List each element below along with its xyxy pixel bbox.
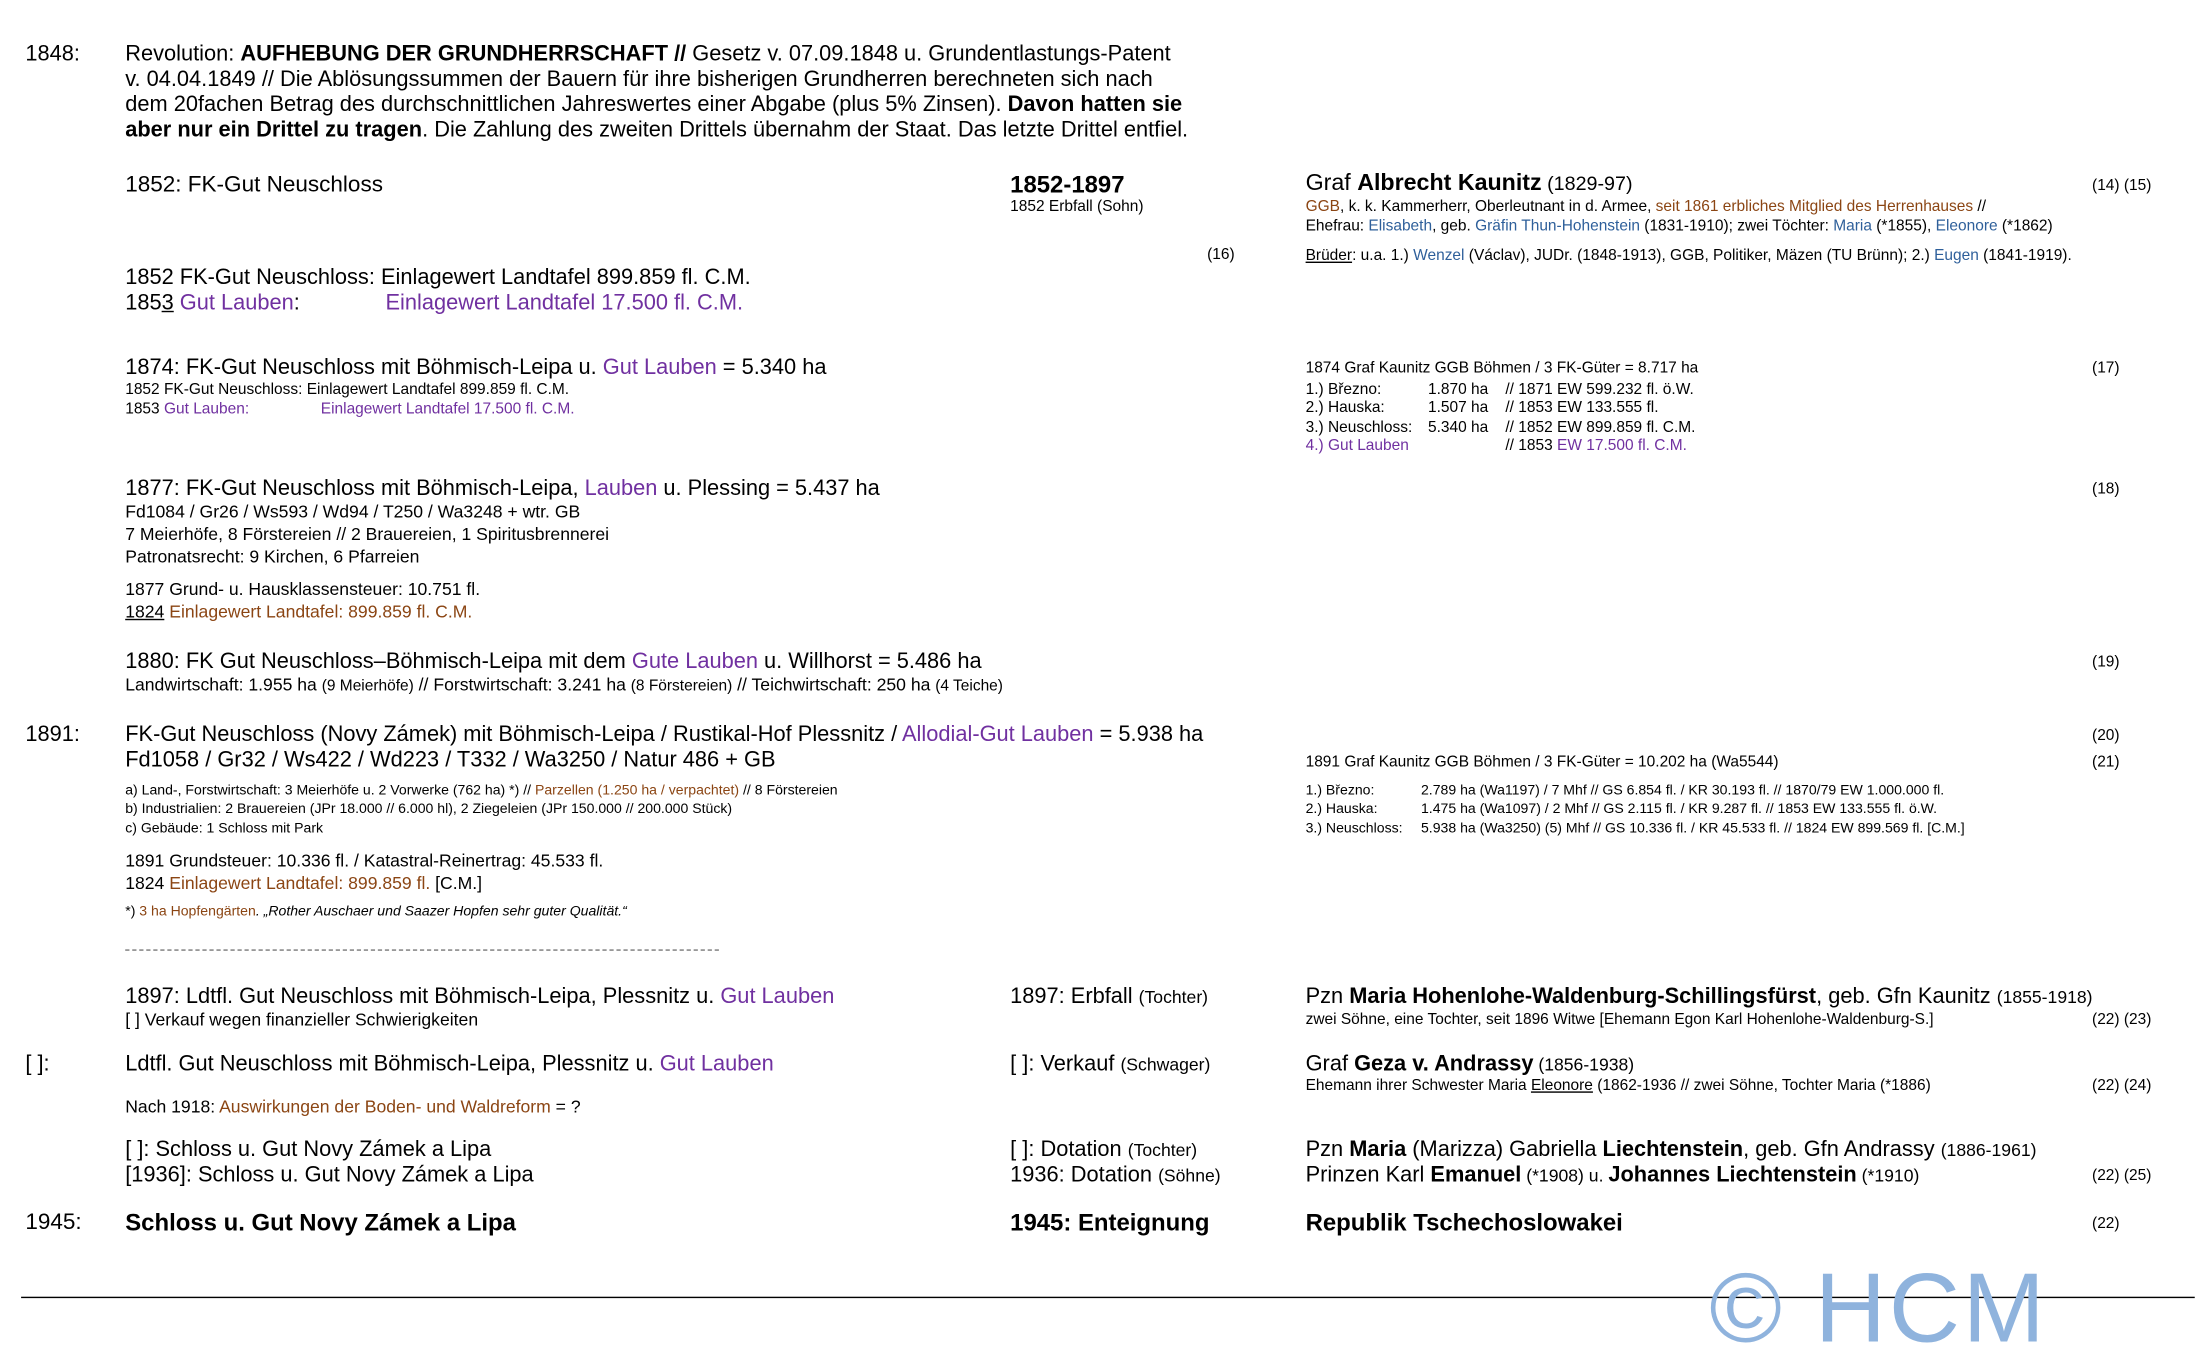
- transfer-dotation-soehne: 1936: Dotation (Söhne): [1010, 1163, 1221, 1188]
- ref-22-23: (22) (23): [2092, 1011, 2152, 1029]
- ref-22-25: (22) (25): [2092, 1167, 2152, 1185]
- year-1848: 1848:: [25, 42, 80, 67]
- kaunitz-1891-row-3-b: 5.938 ha (Wa3250) (5) Mhf // GS 10.336 fl. / KR 45.533 fl. // 1824 EW 899.569 fl. [C.M.]: [1420, 821, 1965, 837]
- estate-1891-b: b) Industrialien: 2 Brauereien (JPr 18.000 // 6.000 hl), 2 Ziegeleien (JPr 150.000 // 200.000 Stück): [125, 801, 733, 818]
- estate-1877-line-2: 7 Meierhöfe, 8 Förstereien // 2 Brauereien, 1 Spiritusbrennerei: [125, 524, 610, 545]
- kaunitz-1874-row-1-b: 1.870 ha: [1427, 381, 1489, 399]
- kaunitz-1874-row-1-a: 1.) Březno:: [1305, 381, 1382, 399]
- einlagewert-1824: 1824 Einlagewert Landtafel: 899.859 fl. [C.M.]: [125, 873, 483, 894]
- kaunitz-1891-title: 1891 Graf Kaunitz GGB Böhmen / 3 FK-Güter = 10.202 ha (Wa5544): [1305, 753, 1779, 771]
- einlagewert-1853-label: 1853 Gut Lauben:: [125, 291, 300, 316]
- estate-1897-title: 1897: Ldtfl. Gut Neuschloss mit Böhmisch-Leipa, Plessnitz u. Gut Lauben: [125, 984, 835, 1009]
- footnote-hopfen: *) 3 ha Hopfengärten. „Rother Auschaer und Saazer Hopfen sehr guter Qualität.“: [125, 904, 627, 920]
- kaunitz-1874-row-2-b: 1.507 ha: [1427, 399, 1489, 417]
- estate-1877-line-5: 1824 Einlagewert Landtafel: 899.859 fl. C.M.: [125, 601, 473, 622]
- divider-dashed: [125, 949, 719, 950]
- owner-albrecht-kaunitz: Graf Albrecht Kaunitz (1829-97): [1305, 170, 1633, 196]
- owner-republik: Republik Tschechoslowakei: [1305, 1209, 1623, 1237]
- transfer-enteignung: 1945: Enteignung: [1010, 1209, 1210, 1237]
- estate-1852-title: 1852: FK-Gut Neuschloss: [125, 172, 383, 197]
- estate-1874-title: 1874: FK-Gut Neuschloss mit Böhmisch-Leipa u. Gut Lauben = 5.340 ha: [125, 355, 827, 380]
- kaunitz-1874-row-2-a: 2.) Hauska:: [1305, 399, 1385, 417]
- owner-maria-liechtenstein: Pzn Maria (Marizza) Gabriella Liechtenstein, geb. Gfn Andrassy (1886-1961): [1305, 1137, 2037, 1162]
- kaunitz-1874-row-2-c: // 1853 EW 133.555 fl.: [1505, 399, 1659, 417]
- estate-1891-title: FK-Gut Neuschloss (Novy Zámek) mit Böhmisch-Leipa / Rustikal-Hof Plessnitz / Allodial-Gut Lauben = 5.938 ha: [125, 722, 1204, 747]
- estate-1945-title: Schloss u. Gut Novy Zámek a Lipa: [125, 1209, 516, 1237]
- transfer-dotation-tochter: [ ]: Dotation (Tochter): [1010, 1137, 1198, 1162]
- year-unknown: [ ]:: [25, 1051, 50, 1076]
- owner-liechtenstein-princes: Prinzen Karl Emanuel (*1908) u. Johannes Liechtenstein (*1910): [1305, 1163, 1920, 1188]
- owner-1852-line-2: GGB, k. k. Kammerherr, Oberleutnant in d. Armee, seit 1861 erbliches Mitglied des Herrenhauses //: [1305, 198, 1987, 216]
- transfer-1897: 1897: Erbfall (Tochter): [1010, 984, 1209, 1009]
- estate-1874-sub-2-label: 1853 Gut Lauben:: [125, 400, 250, 418]
- kaunitz-1874-row-3-a: 3.) Neuschloss:: [1305, 419, 1413, 436]
- owner-maria-hohenlohe: Pzn Maria Hohenlohe-Waldenburg-Schillingsfürst, geb. Gfn Kaunitz (1855-1918): [1305, 984, 2093, 1009]
- owner-andrassy-sub: Ehemann ihrer Schwester Maria Eleonore (1862-1936 // zwei Söhne, Tochter Maria (*1886): [1305, 1077, 1931, 1095]
- estate-1874-sub-1: 1852 FK-Gut Neuschloss: Einlagewert Landtafel 899.859 fl. C.M.: [125, 381, 570, 399]
- year-1891: 1891:: [25, 722, 80, 747]
- copyright-watermark: © HCM: [1709, 1253, 2048, 1363]
- kaunitz-1874-row-1-c: // 1871 EW 599.232 fl. ö.W.: [1505, 381, 1694, 399]
- revolution-line-3: dem 20fachen Betrag des durchschnittlichen Jahreswertes einer Abgabe (plus 5% Zinsen). Davon hatten sie: [125, 92, 1183, 117]
- kaunitz-1891-row-2-b: 1.475 ha (Wa1097) / 2 Mhf // GS 2.115 fl. / KR 9.287 fl. // 1853 EW 133.555 fl. ö.W.: [1420, 801, 1938, 818]
- kaunitz-1874-row-4-b: // 1853 EW 17.500 fl. C.M.: [1505, 437, 1687, 455]
- kaunitz-1891-row-2-a: 2.) Hauska:: [1305, 801, 1378, 818]
- estate-1891-line-1: Fd1058 / Gr32 / Ws422 / Wd223 / T332 / Wa3250 / Natur 486 + GB: [125, 748, 776, 773]
- estate-1897-sub: [ ] Verkauf wegen finanzieller Schwierigkeiten: [125, 1009, 479, 1030]
- estate-1877-line-4: 1877 Grund- u. Hausklassensteuer: 10.751 fl.: [125, 579, 481, 600]
- ref-21: (21): [2092, 753, 2120, 771]
- kaunitz-1891-row-1-a: 1.) Březno:: [1305, 783, 1375, 799]
- ref-17: (17): [2092, 360, 2120, 377]
- estate-1891-a: a) Land-, Forstwirtschaft: 3 Meierhöfe u. 2 Vorwerke (762 ha) *) // Parzellen (1.250 ha / verpachtet) // 8 Förstereien: [125, 783, 838, 799]
- estate-1891-c: c) Gebäude: 1 Schloss mit Park: [125, 821, 324, 837]
- owner-geza-andrassy: Graf Geza v. Andrassy (1856-1938): [1305, 1051, 1635, 1076]
- estate-unknown-title: Ldtfl. Gut Neuschloss mit Böhmisch-Leipa, Plessnitz u. Gut Lauben: [125, 1051, 774, 1076]
- ref-18: (18): [2092, 480, 2120, 498]
- kaunitz-1874-row-4-a: 4.) Gut Lauben: [1305, 437, 1409, 455]
- kaunitz-1891-row-3-a: 3.) Neuschloss:: [1305, 821, 1403, 837]
- einlagewert-1852: 1852 FK-Gut Neuschloss: Einlagewert Landtafel 899.859 fl. C.M.: [125, 265, 751, 290]
- estate-dotation-1: [ ]: Schloss u. Gut Novy Zámek a Lipa: [125, 1137, 492, 1162]
- kaunitz-1891-row-1-b: 2.789 ha (Wa1197) / 7 Mhf // GS 6.854 fl. / KR 30.193 fl. // 1870/79 EW 1.000.000 fl.: [1420, 783, 1945, 799]
- ref-16: (16): [1207, 246, 1235, 263]
- reform-note: Nach 1918: Auswirkungen der Boden- und Waldreform = ?: [125, 1096, 581, 1117]
- estate-1880-line-1: Landwirtschaft: 1.955 ha (9 Meierhöfe) // Forstwirtschaft: 3.241 ha (8 Förstereien) // Teichwirtschaft: 250 ha (4 Teiche): [125, 675, 1003, 695]
- ref-14-15: (14) (15): [2092, 177, 2152, 195]
- period-1852-1897: 1852-1897: [1010, 171, 1125, 199]
- estate-1877-line-1: Fd1084 / Gr26 / Ws593 / Wd94 / T250 / Wa3248 + wtr. GB: [125, 502, 581, 522]
- period-1852-sub: 1852 Erbfall (Sohn): [1010, 198, 1144, 216]
- estate-1877-title: 1877: FK-Gut Neuschloss mit Böhmisch-Leipa, Lauben u. Plessing = 5.437 ha: [125, 476, 880, 501]
- owner-1852-line-4: Brüder: u.a. 1.) Wenzel (Václav), JUDr. (1848-1913), GGB, Politiker, Mäzen (TU Brünn); 2.) Eugen (1841-1919).: [1305, 247, 2072, 265]
- owner-1852-line-3: Ehefrau: Elisabeth, geb. Gräfin Thun-Hohenstein (1831-1910); zwei Töchter: Maria (*1855), Eleonore (*1862): [1305, 217, 2053, 235]
- revolution-line-1: Revolution: AUFHEBUNG DER GRUNDHERRSCHAFT // Gesetz v. 07.09.1848 u. Grundentlastungs-Patent: [125, 42, 1171, 67]
- estate-dotation-2: [1936]: Schloss u. Gut Novy Zámek a Lipa: [125, 1163, 534, 1188]
- revolution-line-4: aber nur ein Drittel zu tragen. Die Zahlung des zweiten Drittels übernahm der Staat. Das letzte Drittel entfiel.: [125, 118, 1189, 143]
- year-1945: 1945:: [25, 1210, 82, 1235]
- ref-22-24: (22) (24): [2092, 1077, 2152, 1095]
- einlagewert-1853-value: Einlagewert Landtafel 17.500 fl. C.M.: [385, 291, 744, 316]
- estate-1877-line-3: Patronatsrecht: 9 Kirchen, 6 Pfarreien: [125, 547, 420, 567]
- kaunitz-1874-row-3-c: // 1852 EW 899.859 fl. C.M.: [1505, 419, 1696, 436]
- estate-1880-title: 1880: FK Gut Neuschloss–Böhmisch-Leipa mit dem Gute Lauben u. Willhorst = 5.486 ha: [125, 649, 982, 674]
- kaunitz-1874-title: 1874 Graf Kaunitz GGB Böhmen / 3 FK-Güter = 8.717 ha: [1305, 360, 1699, 377]
- kaunitz-1874-row-3-b: 5.340 ha: [1427, 419, 1489, 436]
- ref-22: (22): [2092, 1215, 2120, 1233]
- grundsteuer-1891: 1891 Grundsteuer: 10.336 fl. / Katastral-Reinertrag: 45.533 fl.: [125, 850, 604, 871]
- estate-1874-sub-2-value: Einlagewert Landtafel 17.500 fl. C.M.: [320, 400, 575, 418]
- transfer-verkauf: [ ]: Verkauf (Schwager): [1010, 1051, 1211, 1076]
- ref-20: (20): [2092, 727, 2120, 744]
- revolution-line-2: v. 04.04.1849 // Die Ablösungssummen der Bauern für ihre bisherigen Grundherren berechneten sich nach: [125, 67, 1153, 92]
- owner-1897-sub: zwei Söhne, eine Tochter, seit 1896 Witwe [Ehemann Egon Karl Hohenlohe-Waldenburg-S.]: [1305, 1011, 1934, 1029]
- ref-19: (19): [2092, 653, 2120, 671]
